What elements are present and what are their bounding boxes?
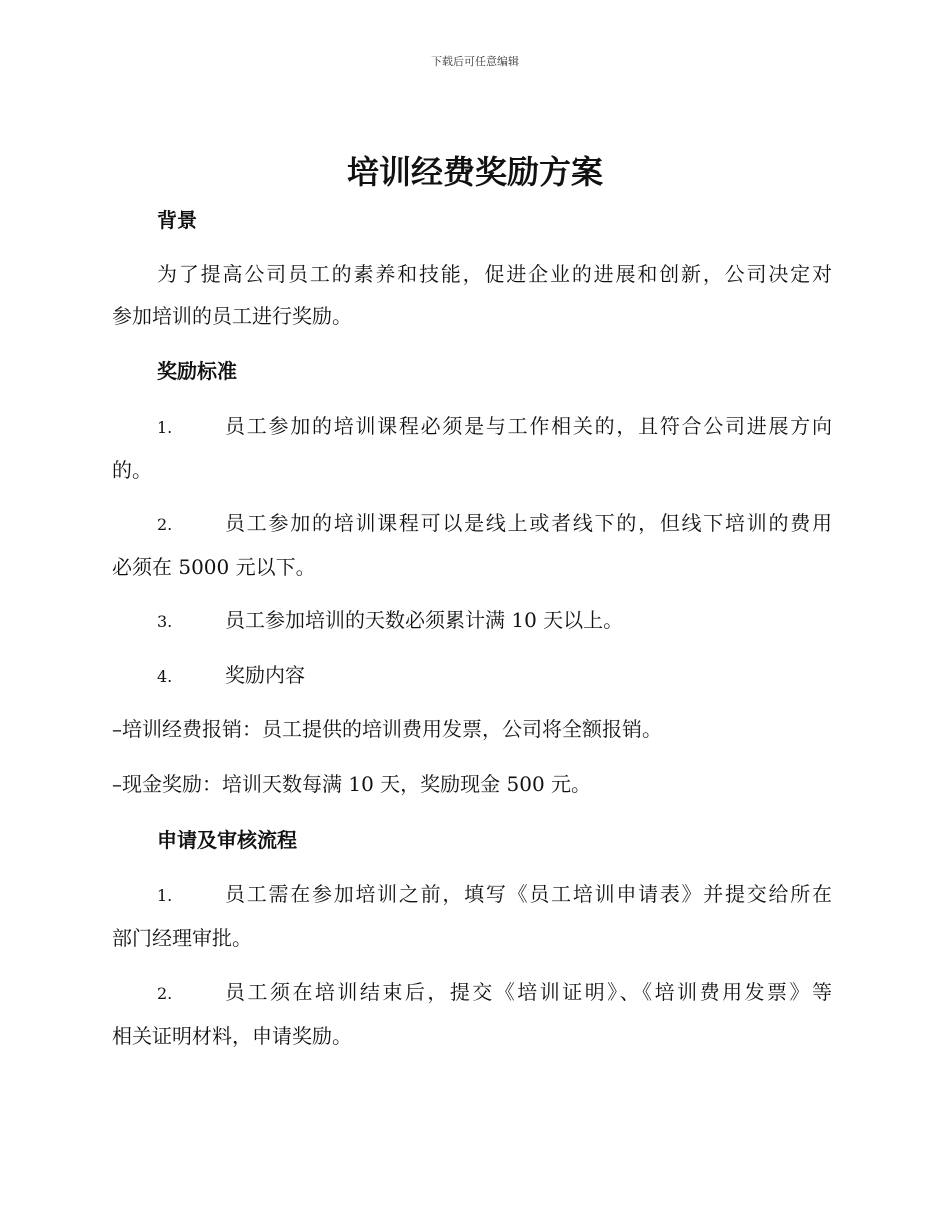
reward-reimbursement-line: –培训经费报销：员工提供的培训费用发票，公司将全额报销。	[112, 717, 662, 741]
criteria-item-number: 1.	[157, 418, 173, 437]
criteria-item-number: 4.	[157, 667, 173, 686]
process-item-number: 1.	[157, 886, 173, 905]
section-heading-process: 申请及审核流程	[157, 828, 297, 852]
criteria-item-text: 员工参加的培训课程必须是与工作相关的，且符合公司进展方向	[225, 414, 832, 438]
criteria-item-3	[112, 599, 832, 643]
process-item-continuation: 部门经理审批。	[112, 926, 252, 950]
process-item-text: 员工须在培训结束后，提交《培训证明》、《培训费用发票》等	[225, 980, 832, 1004]
background-paragraph-line1: 为了提高公司员工的素养和技能，促进企业的进展和创新，公司决定对	[157, 262, 832, 286]
criteria-item-text: 奖励内容	[225, 663, 305, 687]
criteria-item-1	[112, 405, 832, 491]
process-item-1	[112, 873, 832, 959]
criteria-item-2	[112, 502, 832, 588]
reward-cash-line: –现金奖励：培训天数每满 10 天，奖励现金 500 元。	[112, 772, 592, 796]
process-item-2	[112, 971, 832, 1057]
criteria-item-number: 2.	[157, 515, 173, 534]
criteria-item-number: 3.	[157, 612, 173, 631]
background-paragraph-line2: 参加培训的员工进行奖励。	[112, 304, 352, 328]
section-heading-background: 背景	[157, 208, 197, 232]
criteria-item-text: 员工参加培训的天数必须累计满 10 天以上。	[225, 608, 624, 632]
criteria-item-text: 员工参加的培训课程可以是线上或者线下的，但线下培训的费用	[225, 511, 832, 535]
criteria-item-continuation: 的。	[112, 458, 152, 482]
criteria-item-continuation: 必须在 5000 元以下。	[112, 555, 316, 579]
document-title: 培训经费奖励方案	[346, 153, 603, 191]
process-item-continuation: 相关证明材料，申请奖励。	[112, 1024, 352, 1048]
process-item-text: 员工需在参加培训之前，填写《员工培训申请表》并提交给所在	[225, 882, 832, 906]
section-heading-criteria: 奖励标准	[157, 359, 237, 383]
process-item-number: 2.	[157, 984, 173, 1003]
criteria-item-4	[112, 654, 832, 698]
page-header-note: 下载后可任意编辑	[431, 55, 519, 68]
background-paragraph	[112, 253, 832, 337]
